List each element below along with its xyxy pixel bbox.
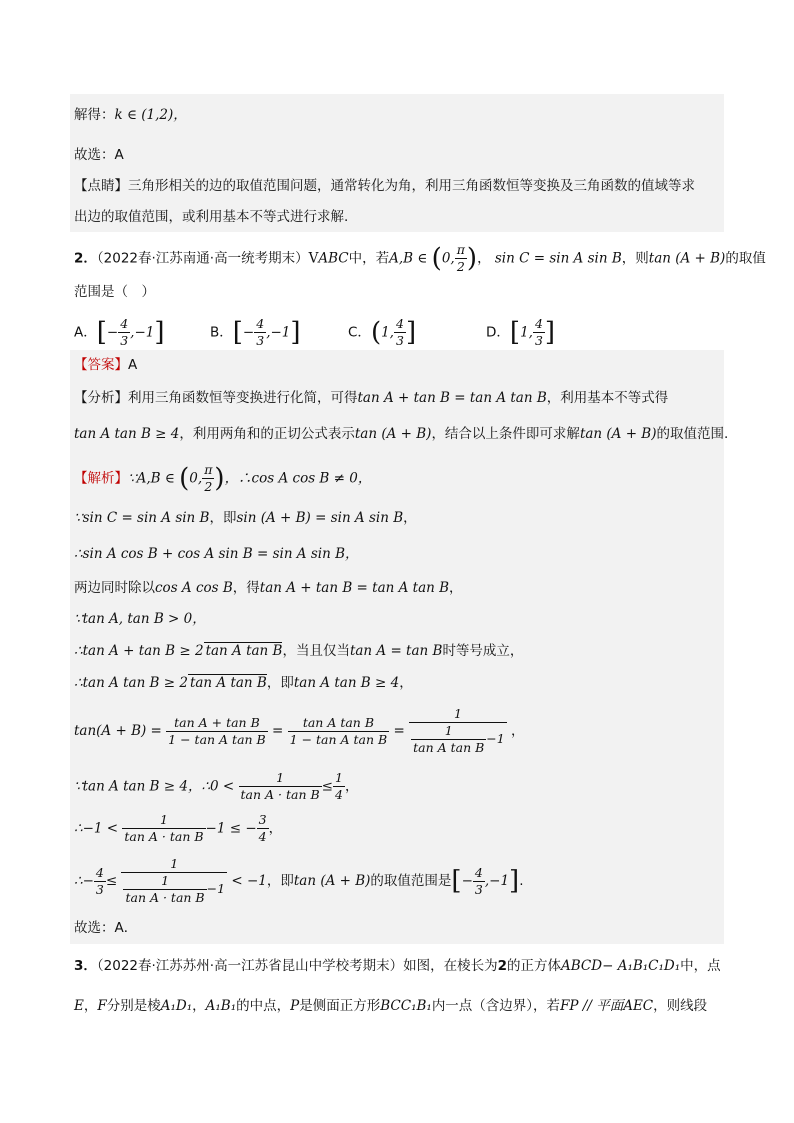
prev-dianjing-2: 出边的取值范围，或利用基本不等式进行求解. bbox=[74, 209, 349, 225]
q2-step-1: 【解析】∵A,B ∈ (0, $\frac{\pi}{2}$ )，∴cos A cos B ≠ 0， bbox=[74, 462, 372, 494]
q2-step-5: ∵tan A, tan B > 0， bbox=[74, 611, 206, 627]
q3-stem-line-2: E，F分别是棱A₁D₁，A₁B₁的中点，P是侧面正方形BCC₁B₁内一点（含边界），若FP // 平面AEC，则线段 bbox=[74, 998, 708, 1014]
q2-option-c[interactable]: C．(1, $\frac{4}{3}$ ] bbox=[348, 316, 417, 348]
prev-jiede: 解得：k ∈ (1,2)， bbox=[74, 107, 187, 123]
q2-step-6: ∴tan A + tan B ≥ 2 tan A tan B，当且仅当tan A = tan B时等号成立， bbox=[74, 643, 524, 659]
q2-step-7: ∴tan A tan B ≥ 2 tan A tan B，即tan A tan B ≥ 4， bbox=[74, 675, 413, 691]
q2-step-9: ∵tan A tan B ≥ 4，∴0 < $\frac{1}{\text{tan A · tan B}}$ ≤ $\frac{1}{4}$ ， bbox=[74, 770, 359, 802]
q2-stem-line-2: 范围是（ ） bbox=[74, 284, 155, 300]
q2-step-3: ∴sin A cos B + cos A sin B = sin A sin B， bbox=[74, 546, 359, 562]
q3-stem-line-1: 3．（2022春·江苏苏州·高一江苏省昆山中学校考期末）如图，在棱长为2的正方体ABCD− A₁B₁C₁D₁中，点 bbox=[74, 958, 721, 974]
q2-option-a[interactable]: A．[− $\frac{4}{3}$ ,−1] bbox=[74, 316, 165, 348]
prev-guxuan: 故选：A bbox=[74, 147, 124, 163]
q2-option-b[interactable]: B．[− $\frac{4}{3}$ ,−1] bbox=[210, 316, 301, 348]
q2-step-10: ∴−1 < $\frac{1}{\text{tan A · tan B}}$ −1 ≤ − $\frac{3}{4}$ ， bbox=[74, 812, 283, 844]
q2-step-11: ∴− $\frac{4}{3}$ ≤ 1 $\frac{1}{\text{tan A · tan B}}$ −1 < −1，即tan (A + B)的取值范围是[− $\frac{4}{3}$ ,−1]. bbox=[74, 856, 524, 905]
prev-dianjing-1: 【点睛】三角形相关的边的取值范围问题，通常转化为角，利用三角函数恒等变换及三角函数的值域等求 bbox=[74, 178, 695, 194]
q2-answer: 【答案】A bbox=[74, 357, 138, 373]
jiexi-tag: 【解析】 bbox=[74, 470, 128, 487]
q2-guxuan: 故选：A． bbox=[74, 920, 138, 936]
q2-fenxi-1: 【分析】利用三角函数恒等变换进行化简，可得tan A + tan B = tan A tan B，利用基本不等式得 bbox=[74, 390, 669, 406]
q2-step-4: 两边同时除以cos A cos B，得tan A + tan B = tan A tan B， bbox=[74, 580, 463, 596]
q2-fenxi-2: tan A tan B ≥ 4，利用两角和的正切公式表示tan (A + B)，结合以上条件即可求解tan (A + B)的取值范围. bbox=[74, 426, 729, 442]
q2-stem-line-1: 2．（2022春·江苏南通·高一统考期末）VABC中，若A,B ∈ (0, $\frac{\pi}{2}$ )， sin C = sin A sin B，则tan (A + B)的取值 bbox=[74, 242, 766, 274]
answer-tag: 【答案】 bbox=[74, 357, 128, 373]
q2-option-d[interactable]: D．[1, $\frac{4}{3}$ ] bbox=[486, 316, 556, 348]
q2-step-8: tan(A + B) = $\frac{\text{tan A + tan B}}{\text{1 − tan A tan B}}$ = $\frac{\text{tan A tan B}}{\text{1 − tan A tan B}}$ = 1 $\frac{1}{\text{tan A tan B}}$ −1 ， bbox=[74, 706, 525, 755]
q2-step-2: ∵sin C = sin A sin B，即sin (A + B) = sin A sin B， bbox=[74, 510, 417, 526]
